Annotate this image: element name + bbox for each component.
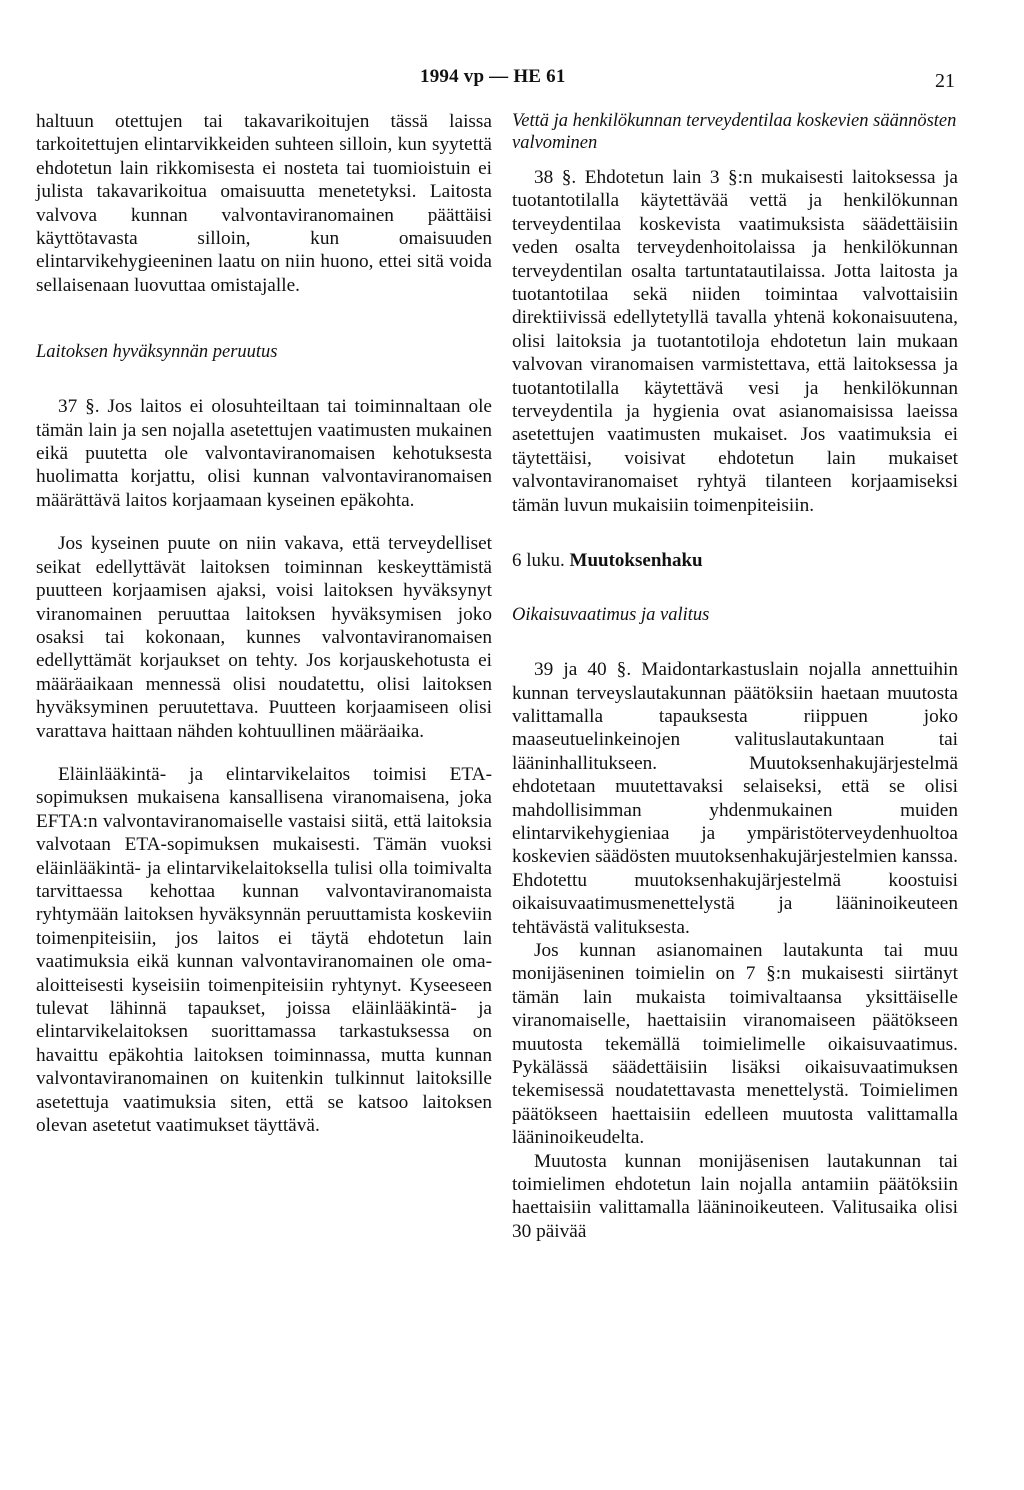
paragraph: Muutosta kunnan monijäsenisen lautakunnan tai toimielimen ehdotetun lain nojalla antamiin päätöksiin haettaisiin valittamalla lääninoikeuteen. Valitusaika olisi 30 päivää [512,1150,958,1242]
left-column [36,110,492,1137]
section-heading: Vettä ja henkilökunnan terveydentilaa koskevien säännösten valvominen [512,111,957,153]
page-number: 21 [935,70,955,92]
paragraph: haltuun otettujen tai takavarikoitujen tässä laissa tarkoitettujen elintarvikkeiden suhteen silloin, kun syytettä ehdotetun lain rikkomisesta ei nosteta tai tuomioistuin ei julista takavarikoitua omaisuutta menetetyksi. Laitosta valvova kunnan valvontaviranomainen päättäisi käyttötavasta silloin, kun omaisuuden elintarvikehygieeninen laatu on niin huono, ettei sitä voida sellaisenaan luovuttaa omistajalle. [36,111,492,296]
document-reference: 1994 vp — HE 61 [420,66,566,87]
section-heading: Laitoksen hyväksynnän peruutus [36,342,278,363]
paragraph: 37 §. Jos laitos ei olosuhteiltaan tai toiminnaltaan ole tämän lain ja sen nojalla asetettujen vaatimusten mukainen eikä puutetta ole valvontaviranomaisen kehotuksesta huolimatta korjattu, olisi kunnan valvontaviranomaisen määrättävä laitos korjaamaan kyseinen epäkohta. [36,396,492,511]
right-column [512,110,958,1243]
paragraph: Jos kunnan asianomainen lautakunta tai muu monijäseninen toimielin on 7 §:n mukaisesti siirtänyt tämän lain mukaista toimivaltaansa yksittäiselle viranomaiselle, haettaisiin viranomaiseen päätökseen muutosta tekemällä toimielimelle oikaisuvaatimus. Pykälässä säädettäisiin lisäksi oikaisuvaatimuksen tekemisessä noudatettavasta menettelystä. Toimielimen päätökseen haettaisiin edelleen muutosta valittamalla lääninoikeudelta. [512,939,958,1149]
chapter-number: 6 luku. [512,550,565,572]
paragraph: Eläinlääkintä- ja elintarvikelaitos toimisi ETA-sopimuksen mukaisena kansallisena viranomaisena, joka EFTA:n valvontaviranomaiselle vastaisi siitä, että laitoksia valvotaan ETA-sopimuksen mukaisesti. Tämän vuoksi eläinlääkintä- ja elintarvikelaitoksella tulisi olla toimivalta tarvittaessa kehottaa kunnan valvontaviranomaista ryhtymään laitoksen hyväksynnän peruuttamista koskeviin toimenpiteisiin, jos laitos ei täytä ehdotetun lain vaatimuksia eikä kunnan valvontaviranomainen ole oma-aloitteisesti kyseisiin toimenpiteisiin ryhtynyt. Kyseeseen tulevat lähinnä tapaukset, joissa eläinlääkintä- ja elintarvikelaitoksen suorittamassa tarkastuksessa on havaittu epäkohtia laitoksen toiminnassa, mutta kunnan valvontaviranomainen on kuitenkin tulkinnut laitoksille asetettuja vaatimuksia siten, että se katsoo laitoksen olevan asetetut vaatimukset täyttävä. [36,763,492,1137]
paragraph: 38 §. Ehdotetun lain 3 §:n mukaisesti laitoksessa ja tuotantotilalla käytettävää vettä ja henkilökunnan terveydentilaa koskevista vaatimuksista säädettäisiin veden osalta terveydenhoitolaissa ja henkilökunnan terveydentilan osalta tartuntatautilaissa. Jotta laitosta ja tuotantotilaa sekä niiden toimintaa valvottaisiin direktiivissä edellytetyllä tavalla yhtenä kokonaisuutena, olisi laitoksia ja tuotantotiloja ehdotetun lain mukaan valvovan viranomaisen varmistettava, että laitoksessa ja tuotantotilalla käytettävä vesi ja henkilökunnan terveydentila ja hygienia ovat asianomaisissa laeissa asetettujen vaatimusten mukaiset. Jos vaatimuksia ei täytettäisi, voisivat ehdotetun lain mukaiset valvontaviranomaiset ryhtyä tilanteen korjaamiseksi tämän luvun mukaisiin toimenpiteisiin. [512,167,958,516]
chapter-title: Muutoksenhaku [569,550,703,572]
page-header [0,66,1024,96]
paragraph: 39 ja 40 §. Maidontarkastuslain nojalla annettuihin kunnan terveyslautakunnan päätöksiin haetaan muutosta valittamalla tapauksesta riippuen joko maaseutuelinkeinojen valituslautakuntaan tai lääninhallitukseen. Muutoksenhakujärjestelmä ehdotetaan muutettavaksi selaiseksi, että se olisi mahdollisimman yhdenmukainen muiden elintarvikehygieniaa ja ympäristöterveydenhuoltoa koskevien säädösten muutoksenhakujärjestelmien kanssa. Ehdotettu muutoksenhakujärjestelmä koostuisi oikaisuvaatimusmenettelystä ja lääninoikeuteen tehtävästä valituksesta. [512,659,958,938]
section-heading: Oikaisuvaatimus ja valitus [512,605,710,626]
paragraph: Jos kyseinen puute on niin vakava, että terveydelliset seikat edellyttävät laitoksen toiminnan keskeyttämistä puutteen korjaamisen ajaksi, voisi laitoksen hyväksynyt viranomainen peruuttaa laitoksen hyväksymisen joko osaksi tai kokonaan, kunnes valvontaviranomaisen edellyttämät korjaukset on tehty. Jos korjauskehotusta ei määräaikaan mennessä olisi noudatettu, olisi laitoksen hyväksyminen peruutettava. Puutteen korjaamiseen olisi varattava haittaan nähden kohtuullinen määräaika. [36,533,492,742]
chapter-heading [512,549,958,572]
